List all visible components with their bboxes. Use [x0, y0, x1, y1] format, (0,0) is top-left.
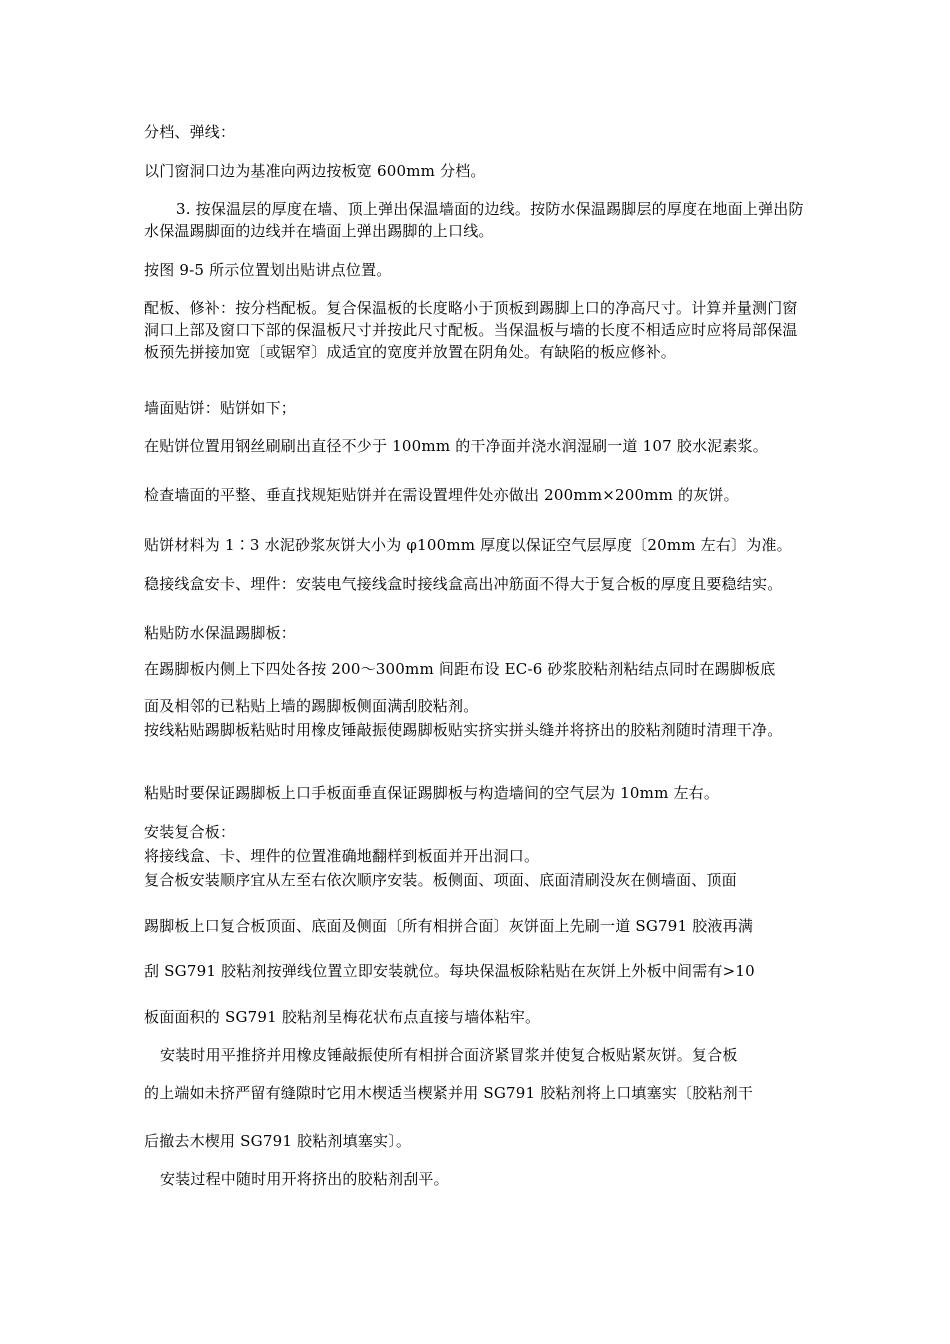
paragraph-divide-rule: 以门窗洞口边为基准向两边按板宽 600mm 分档。	[144, 162, 486, 180]
paragraph-patch-cleaning: 在贴饼位置用钢丝刷刷出直径不少于 100mm 的干净面并浇水润湿刷一道 107 胶水泥素浆。	[144, 437, 768, 455]
paragraph-press-install-1: 安装时用平推挤并用橡皮锤敲振使所有相拼合面济紧冒浆并使复合板贴紧灰饼。复合板	[160, 1046, 738, 1064]
paragraph-install-order-2: 踢脚板上口复合板顶面、底面及侧面〔所有相拼合面〕灰饼面上先刷一道 SG791 胶液再满	[144, 917, 754, 935]
paragraph-board-fitting: 配板、修补：按分档配板。复合保温板的长度略小于顶板到踢脚上口的净高尺寸。计算并量测门窗洞口上部及窗口下部的保温板尺寸并按此尺寸配板。当保温板与墙的长度不相适应时应将局部保温板预先拼接加宽〔或锯窄〕成适宜的宽度并放置在阴角处。有缺陷的板应修补。	[144, 299, 798, 361]
heading-wall-patch: 墙面贴饼：贴饼如下；	[144, 399, 297, 417]
paragraph-press-install-3: 后撤去木楔用 SG791 胶粘剂填塞实〕。	[144, 1132, 412, 1150]
paragraph-step-3: 3. 按保温层的厚度在墙、顶上弹出保温墙面的边线。按防水保温踢脚层的厚度在地面上弹出防水保温踢脚面的边线并在墙面上弹出踢脚的上口线。	[144, 200, 804, 240]
heading-divide-line: 分档、弹线：	[144, 123, 236, 141]
paragraph-mark-points: 按图 9-5 所示位置划出贴讲点位置。	[144, 261, 392, 279]
heading-install-composite: 安装复合板：	[144, 823, 236, 841]
heading-skirting-board: 粘贴防水保温踢脚板：	[144, 624, 297, 642]
paragraph-skirting-air-gap: 粘贴时要保证踢脚板上口手板面垂直保证踢脚板与构造墙间的空气层为 10mm 左右。	[144, 784, 720, 802]
paragraph-patch-material: 贴饼材料为 1∶3 水泥砂浆灰饼大小为 φ100mm 厚度以保证空气层厚度〔20mm 左右〕为准。	[144, 536, 792, 554]
paragraph-junction-box: 稳接线盒安卡、埋件：安装电气接线盒时接线盒高出冲筋面不得大于复合板的厚度且要稳结实。	[144, 575, 783, 593]
paragraph-install-order-1: 复合板安装顺序宜从左至右依次顺序安装。板侧面、项面、底面清刷没灰在侧墙面、顶面	[144, 871, 737, 889]
paragraph-install-order-3: 刮 SG791 胶粘剂按弹线位置立即安装就位。每块保温板除粘贴在灰饼上外板中间需有>10	[144, 962, 755, 980]
paragraph-scrape-flat: 安装过程中随时用开将挤出的胶粘剂刮平。	[160, 1170, 449, 1188]
paragraph-skirting-glue-2: 面及相邻的已粘贴上墙的踢脚板侧面满刮胶粘剂。	[144, 697, 479, 715]
paragraph-openings: 将接线盒、卡、埋件的位置准确地翻样到板面并开出洞口。	[144, 847, 540, 865]
paragraph-skirting-install: 按线粘贴踢脚板粘贴时用橡皮锤敲振使踢脚板贴实挤实拼头缝并将挤出的胶粘剂随时清理干净。	[144, 721, 783, 739]
paragraph-skirting-glue-1: 在踢脚板内侧上下四处各按 200～300mm 间距布设 EC-6 砂浆胶粘剂粘结点同时在踢脚板底	[144, 660, 776, 678]
paragraph-install-order-4: 板面面积的 SG791 胶粘剂呈梅花状布点直接与墙体粘牢。	[144, 1008, 541, 1026]
paragraph-check-wall: 检查墙面的平整、垂直找规矩贴饼并在需设置埋件处亦做出 200mm×200mm 的灰饼。	[144, 486, 739, 504]
paragraph-press-install-2: 的上端如未挤严留有缝隙时它用木楔适当楔紧并用 SG791 胶粘剂将上口填塞实〔胶粘剂干	[144, 1084, 754, 1102]
